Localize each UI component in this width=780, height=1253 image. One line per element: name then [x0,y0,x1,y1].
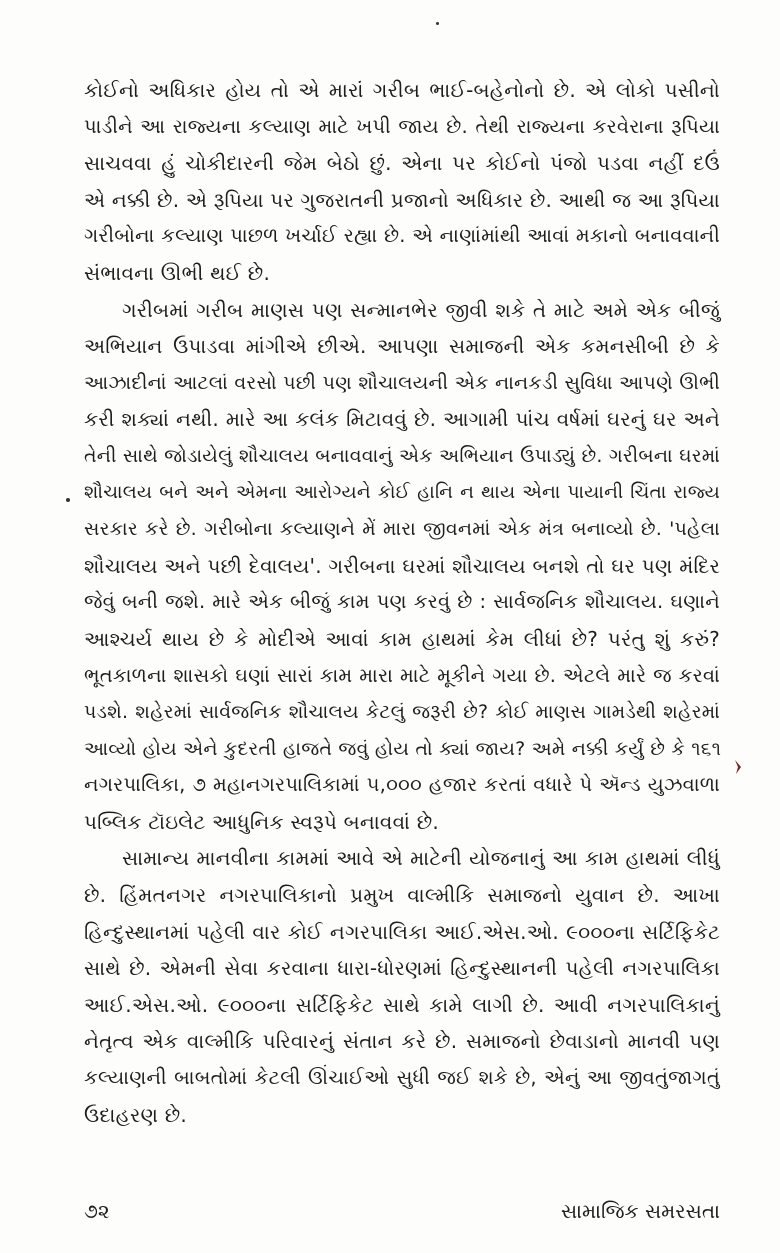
text-line: અભિયાન ઉપાડવા માંગીએ છીએ. આપણા સમાજની એક કમનસીબી છે કે [84,334,720,359]
text-line: જેવું બની જશે. મારે એક બીજું કામ પણ કરવું છે : સાર્વજનિક શૌચાલય. ઘણાને [84,590,720,614]
paragraph [84,292,720,841]
margin-ink-mark [733,758,743,776]
text-line: ગરીબમાં ગરીબ માણસ પણ સન્માનભેર જીવી શકે તે માટે અમે એક બીજું [122,297,720,322]
text-line: પબ્લિક ટૉઇલેટ આધુનિક સ્વરૂપે બનાવવાં છે. [84,809,439,834]
text-line: સરકાર કરે છે. ગરીબોના કલ્યાણને મેં મારા જીવનમાં એક મંત્ર બનાવ્યો છે. 'પહેલા [84,518,720,541]
text-line: એ નક્કી છે. એ રૂપિયા પર ગુજરાતની પ્રજાનો અધિકાર છે. આથી જ આ રૂપિયા [84,187,720,212]
text-line: હિન્દુસ્થાનમાં પહેલી વાર કોઈ નગરપાલિકા આઈ.એસ.ઓ. ૯૦૦૦ના સર્ટિફિકેટ [84,919,720,944]
text-line: ઉદાહરણ છે. [84,1102,187,1127]
page-number: ૭૨ [84,1199,110,1223]
text-line: સાચવવા હું ચોકીદારની જેમ બેઠો છું. એના પર કોઈનો પંજો પડવા નહીં દઉં [84,151,720,176]
text-line: છે. હિંમતનગર નગરપાલિકાનો પ્રમુખ વાલ્મીકિ સમાજનો યુવાન છે. આખા [84,883,720,908]
text-line: આઈ.એસ.ઓ. ૯૦૦૦ના સર્ટિફિકેટ સાથે કામે લાગી છે. આવી નગરપાલિકાનું [84,992,720,1017]
body-text [84,72,720,1133]
text-line: કલ્યાણની બાબતોમાં કેટલી ઊંચાઈઓ સુધી જઈ શકે છે, એનું આ જીવતુંજાગતું [84,1066,720,1090]
text-line: સંભાવના ઊભી થઈ છે. [84,260,271,285]
text-line: આઝાદીનાં આટલાં વરસો પછી પણ શૌચાલયની એક નાનકડી સુવિધા આપણે ઊભી [84,371,720,394]
text-line: પાડીને આ રાજ્યના કલ્યાણ માટે ખપી જાય છે. તેથી રાજ્યના કરવેરાના રૂપિયા [84,114,720,138]
paragraph [84,72,720,292]
text-line: કોઈનો અધિકાર હોય તો એ મારાં ગરીબ ભાઈ-બહેનોનો છે. એ લોકો પસીનો [84,78,720,102]
text-line: નેતૃત્વ એક વાલ્મીકિ પરિવારનું સંતાન કરે છે. સમાજનો છેવાડાનો માનવી પણ [84,1029,720,1054]
text-line: કરી શક્યાં નથી. મારે આ કલંક મિટાવવું છે. આગામી પાંચ વર્ષમાં ઘરનું ઘર અને [84,407,720,432]
text-line: આશ્ચર્ય થાય છે કે મોદીએ આવાં કામ હાથમાં કેમ લીધાં છે? પરંતુ શું કરું? [84,626,720,651]
ink-speck [66,498,70,502]
text-line: નગરપાલિકા, ૭ મહાનગરપાલિકામાં ૫,૦૦૦ હજાર કરતાં વધારે પે ઍન્ડ યુઝવાળા [84,773,720,797]
text-line: પડશે. શહેરમાં સાર્વજનિક શૌચાલય કેટલું જરૂરી છે? કોઈ માણસ ગામડેથી શહેરમાં [84,701,720,724]
text-line: ભૂતકાળના શાસકો ઘણાં સારાં કામ મારા માટે મૂકીને ગયા છે. એટલે મારે જ કરવાં [84,663,720,687]
text-line: સાથે છે. એમની સેવા કરવાના ધારા-ધોરણમાં હિન્દુસ્થાનની પહેલી નગરપાલિકા [84,956,720,981]
paragraph [84,840,720,1133]
text-line: શૌચાલય બને અને એમના આરોગ્યને કોઈ હાનિ ન થાય એના પાયાની ચિંતા રાજ્ય [84,481,720,503]
ink-speck [436,22,439,25]
text-line: સામાન્ય માનવીના કામમાં આવે એ માટેની યોજનાનું આ કામ હાથમાં લીધું [122,846,720,871]
running-footer-title: સામાજિક સમરસતા [560,1199,720,1223]
page-footer [84,1196,720,1226]
text-line: તેની સાથે જોડાયેલું શૌચાલય બનાવવાનું એક અભિયાન ઉપાડ્યું છે. ગરીબના ઘરમાં [84,444,720,467]
text-line: ગરીબોના કલ્યાણ પાછળ ખર્ચાઈ રહ્યા છે. એ નાણાંમાંથી આવાં મકાનો બનાવવાની [84,224,720,248]
text-line: શૌચાલય અને પછી દેવાલય'. ગરીબના ઘરમાં શૌચાલય બનશે તો ઘર પણ મંદિર [84,553,720,578]
text-line: આવ્યો હોય એને કુદરતી હાજતે જવું હોય તો ક્યાં જાય? અમે નક્કી કર્યું છે કે ૧૬૧ [84,737,722,760]
